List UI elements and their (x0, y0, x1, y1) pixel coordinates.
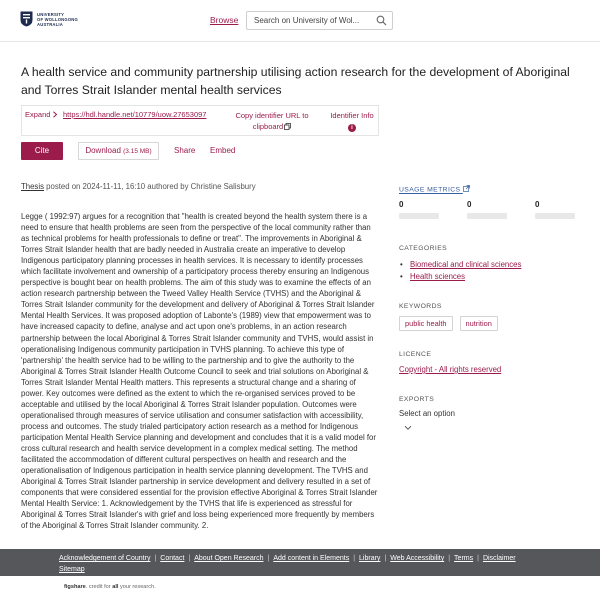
crest-icon (20, 11, 33, 27)
item-meta (21, 182, 256, 191)
search-box[interactable] (246, 11, 393, 30)
info-icon: i (348, 124, 356, 132)
expand-label: Expand (25, 110, 51, 119)
download-size: (3.15 MB) (123, 148, 152, 155)
category-item[interactable]: • Health sciences (399, 271, 521, 283)
copy-identifier-button[interactable] (228, 110, 316, 132)
identifier-info-button[interactable] (325, 110, 379, 132)
category-list (399, 259, 521, 283)
usage-bar (399, 213, 439, 219)
search-icon[interactable] (376, 15, 387, 26)
footer-link[interactable]: Terms (454, 555, 474, 562)
licence-heading: LICENCE (399, 351, 432, 358)
identifier-info-label: Identifier Info (330, 111, 374, 120)
usage-metrics-link[interactable] (399, 185, 579, 194)
exports-heading: EXPORTS (399, 396, 435, 403)
footer-link[interactable]: Disclaimer (482, 555, 516, 562)
item-title: A health service and community partnership utilising action research for the development of Aboriginal and Torres Strait Islander mental health services (21, 65, 570, 97)
doi-link[interactable]: https://hdl.handle.net/10779/uow.27653097 (63, 110, 207, 119)
footer-links: Acknowledgement of Country | Contact | About Open Research | Add content in Elements | Library | Web Accessibility | Terms | Disclaimer Sitemap (59, 555, 516, 573)
identifier-box (21, 105, 379, 136)
usage-value: 0 (399, 200, 404, 209)
footer-link[interactable]: Web Accessibility (390, 555, 445, 562)
share-button[interactable]: Share (174, 146, 196, 155)
usage-bar (535, 213, 575, 219)
usage-metrics-heading: USAGE METRICS (399, 186, 461, 194)
usage-metric (535, 200, 579, 219)
expand-button[interactable] (25, 110, 58, 119)
search-input[interactable]: Search on University of Wol... (254, 16, 360, 25)
posted-info: posted on 2024-11-11, 16:10 authored by Christine Salisbury (46, 182, 256, 191)
keywords-heading: KEYWORDS (399, 303, 442, 310)
category-item[interactable]: • Biomedical and clinical sciences (399, 259, 521, 271)
keyword-list (399, 316, 498, 331)
figshare-brand[interactable]: figshare (64, 584, 86, 590)
footer (0, 549, 600, 576)
chevron-right-icon (52, 111, 58, 118)
footer-link[interactable]: About Open Research (194, 555, 264, 562)
copy-identifier-label: Copy identifier URL to clipboard (235, 111, 309, 131)
abstract-text: Legge ( 1992:97) argues for a recognition that "health is created beyond the health system there is a need to ensure that health problems are seen from the perspective of the local community rather than as technical problems for health professionals to define or treat". The improvements in Aboriginal & Torres Strait Islander health that are badly needed in Australia create an imperative to develop Indigenous participatory planning processes in health services. It is necessary to identify processes which facilitate involvement and ownership of a participatory process thereby ensuring an Indigenous perspective is bought bear on health problems. The aim of this study was to examine the effects of an action research partnership between the Tweed Valley Health Service (TVHS) and the Aboriginal & Torres Strait Islander community for the development and delivery of Aboriginal & Torres Strait Islander Mental Health Services. It was proposed adoption of Labonte's (1989) view that empowerment was to have increased capacity to define, analyse and act upon one's problems, in an action research partnership between the local Aboriginal & Torres Strait Islander community and TVHS, would assist in operationalising Indigenous community participation in TVHS planning. To achieve this type of 'partnership' the health service had to be willing to the partnership and to give the authority to the Aboriginal & Torres Strait Islander Health Outcome Council to seek and trial solutions on Aboriginal & Torres Strait Islander Mental Health matters. This represents a structural change and a sharing of power. Key outcomes were defined as the extent to which the re-organised services proved to be acceptable and utilised by the local Aboriginal & Torres Strait Islander population. Outcomes were operationalised through measures of service utilisation and consumer satisfaction with accessibility, process and outcomes. The study trialed participatory action research as a method for Indigenous participation Mental Health Service planning and development and concludes that it is a valid model for cross cultural research and health service development in a complex medical setting. The method facilitated the accommodation of different cultural perspectives on health and research and the operationalisation of Indigenous participation in health service planning development. The TVHS and Aboriginal & Torres Strait Islander partnership in service development and delivery resulted in a set of components that were considered essential for the provision effective Aboriginal & Torres Strait Islander Mental Health Service: 1. Acknowledgement by the TVHS that life is experienced as stressful for Aboriginal & Torres Strait Islander's with grief and loss being experienced more frequently by members of the Aboriginal & Torres Strait Islander community. 2. (21, 212, 378, 531)
browse-link[interactable]: Browse (210, 15, 239, 25)
chevron-down-icon[interactable] (404, 425, 412, 431)
usage-bar (467, 213, 507, 219)
footer-link[interactable]: Acknowledgement of Country (59, 555, 151, 562)
top-bar (0, 0, 600, 42)
external-link-icon (463, 185, 470, 192)
university-logo[interactable] (20, 11, 78, 27)
credit-text-end: your research. (118, 584, 156, 590)
usage-value: 0 (467, 200, 472, 209)
footer-link[interactable]: Contact (160, 555, 185, 562)
usage-value: 0 (535, 200, 540, 209)
usage-metric (399, 200, 443, 219)
download-label: Download (85, 146, 121, 155)
keyword-tag[interactable]: public health (399, 316, 453, 331)
embed-button[interactable]: Embed (210, 146, 236, 155)
credit-emphasis: all (112, 584, 119, 590)
categories-heading: CATEGORIES (399, 245, 448, 252)
footer-link[interactable]: Sitemap (59, 566, 85, 573)
download-button[interactable] (78, 142, 159, 160)
footer-link[interactable]: Add content in Elements (273, 555, 350, 562)
usage-metric (467, 200, 511, 219)
footer-link[interactable]: Library (359, 555, 381, 562)
item-type-link[interactable]: Thesis (21, 182, 44, 191)
licence-link[interactable]: Copyright - All rights reserved (399, 365, 502, 374)
keyword-tag[interactable]: nutrition (460, 316, 498, 331)
export-select[interactable]: Select an option (399, 409, 455, 418)
figshare-credit (64, 584, 156, 590)
cite-button[interactable]: Cite (21, 142, 63, 160)
logo-text: UNIVERSITY OF WOLLONGONG AUSTRALIA (37, 11, 78, 27)
copy-icon (284, 123, 291, 130)
usage-metrics (399, 200, 579, 220)
credit-text: . credit for (85, 584, 113, 590)
